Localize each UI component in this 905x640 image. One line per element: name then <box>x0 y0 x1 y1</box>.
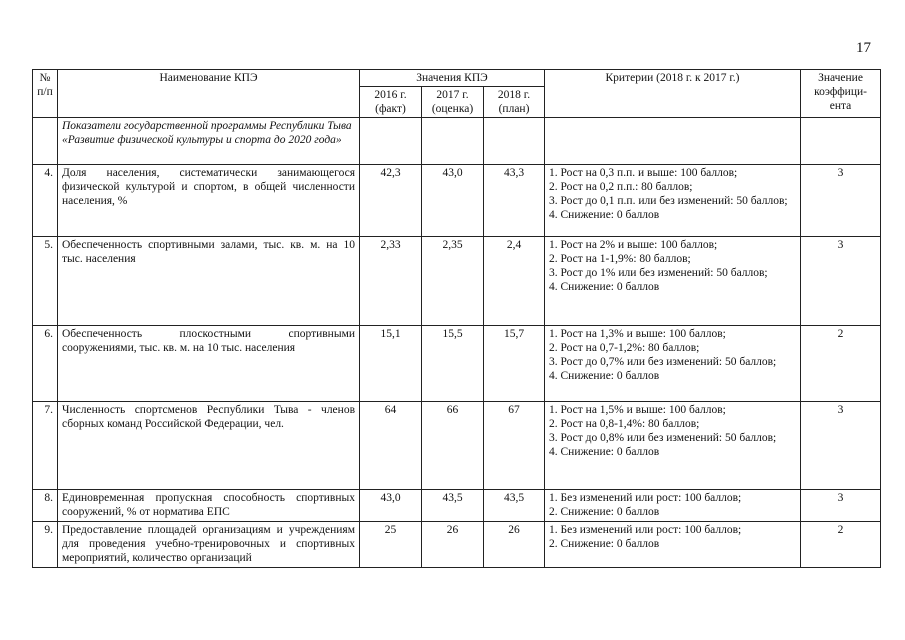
value-2018: 15,7 <box>484 326 545 402</box>
criteria-line: 3. Рост до 1% или без изменений: 50 баллов; <box>549 267 768 279</box>
header-name: Наименование КПЭ <box>58 70 360 118</box>
header-2018: 2018 г. (план) <box>484 87 545 118</box>
table-row <box>33 402 881 490</box>
value-2016: 25 <box>360 522 422 568</box>
coefficient-value: 2 <box>801 326 881 402</box>
section-title: Показатели государственной программы Республики Тыва «Развитие физической культуры и спорта до 2020 года» <box>58 118 360 165</box>
criteria-line: 1. Рост на 1,3% и выше: 100 баллов; <box>549 328 726 340</box>
criteria-line: 3. Рост до 0,8% или без изменений: 50 баллов; <box>549 432 777 444</box>
header-coefficient: Значение коэффици-ента <box>801 70 881 118</box>
criteria-line: 3. Рост до 0,1 п.п. или без изменений: 50 баллов; <box>549 195 788 207</box>
table-row <box>33 522 881 568</box>
criteria-line: 3. Рост до 0,7% или без изменений: 50 баллов; <box>549 356 777 368</box>
criteria-line: 4. Снижение: 0 баллов <box>549 209 660 221</box>
row-number: 4. <box>33 165 58 237</box>
table-row <box>33 237 881 326</box>
header-num: № п/п <box>33 70 58 118</box>
row-number: 8. <box>33 490 58 522</box>
criteria-line: 1. Без изменений или рост: 100 баллов; <box>549 524 742 536</box>
criteria-line: 1. Без изменений или рост: 100 баллов; <box>549 492 742 504</box>
section-empty-cell <box>484 118 545 165</box>
value-2018: 43,5 <box>484 490 545 522</box>
criteria-line: 2. Снижение: 0 баллов <box>549 506 660 518</box>
table-row <box>33 490 881 522</box>
value-2016: 43,0 <box>360 490 422 522</box>
indicator-name: Численность спортсменов Республики Тыва - членов сборных команд Российской Федерации, чел. <box>58 402 360 490</box>
criteria-line: 2. Рост на 0,8-1,4%: 80 баллов; <box>549 418 700 430</box>
criteria-cell <box>545 165 801 237</box>
criteria-line: 4. Снижение: 0 баллов <box>549 281 660 293</box>
row-number: 6. <box>33 326 58 402</box>
value-2018: 43,3 <box>484 165 545 237</box>
criteria-cell <box>545 522 801 568</box>
header-2016: 2016 г. (факт) <box>360 87 422 118</box>
header-criteria: Критерии (2018 г. к 2017 г.) <box>545 70 801 118</box>
criteria-line: 2. Снижение: 0 баллов <box>549 538 660 550</box>
criteria-line: 2. Рост на 0,7-1,2%: 80 баллов; <box>549 342 700 354</box>
criteria-line: 1. Рост на 2% и выше: 100 баллов; <box>549 239 718 251</box>
row-number: 5. <box>33 237 58 326</box>
kpe-table <box>32 69 881 568</box>
table-row <box>33 326 881 402</box>
section-empty-cell <box>422 118 484 165</box>
criteria-line: 4. Снижение: 0 баллов <box>549 446 660 458</box>
value-2017: 15,5 <box>422 326 484 402</box>
value-2017: 66 <box>422 402 484 490</box>
criteria-line: 2. Рост на 1-1,9%: 80 баллов; <box>549 253 691 265</box>
value-2018: 2,4 <box>484 237 545 326</box>
row-number: 9. <box>33 522 58 568</box>
criteria-cell <box>545 402 801 490</box>
value-2017: 2,35 <box>422 237 484 326</box>
section-empty-cell <box>545 118 801 165</box>
row-number: 7. <box>33 402 58 490</box>
value-2017: 43,5 <box>422 490 484 522</box>
header-values-group: Значения КПЭ <box>360 70 545 87</box>
criteria-cell <box>545 490 801 522</box>
coefficient-value: 3 <box>801 490 881 522</box>
coefficient-value: 3 <box>801 237 881 326</box>
indicator-name: Обеспеченность спортивными залами, тыс. кв. м. на 10 тыс. населения <box>58 237 360 326</box>
section-row <box>33 118 881 165</box>
value-2016: 64 <box>360 402 422 490</box>
value-2017: 26 <box>422 522 484 568</box>
indicator-name: Доля населения, систематически занимающегося физической культурой и спортом, в общей численности населения, % <box>58 165 360 237</box>
value-2018: 67 <box>484 402 545 490</box>
value-2017: 43,0 <box>422 165 484 237</box>
section-num-cell <box>33 118 58 165</box>
criteria-line: 2. Рост на 0,2 п.п.: 80 баллов; <box>549 181 693 193</box>
criteria-line: 1. Рост на 0,3 п.п. и выше: 100 баллов; <box>549 167 738 179</box>
criteria-cell <box>545 326 801 402</box>
coefficient-value: 3 <box>801 165 881 237</box>
header-2017: 2017 г. (оценка) <box>422 87 484 118</box>
section-empty-cell <box>801 118 881 165</box>
criteria-line: 4. Снижение: 0 баллов <box>549 370 660 382</box>
indicator-name: Обеспеченность плоскостными спортивными сооружениями, тыс. кв. м. на 10 тыс. населения <box>58 326 360 402</box>
coefficient-value: 3 <box>801 402 881 490</box>
value-2018: 26 <box>484 522 545 568</box>
criteria-line: 1. Рост на 1,5% и выше: 100 баллов; <box>549 404 726 416</box>
value-2016: 42,3 <box>360 165 422 237</box>
coefficient-value: 2 <box>801 522 881 568</box>
section-empty-cell <box>360 118 422 165</box>
indicator-name: Предоставление площадей организациям и учреждениям для проведения учебно-тренировочных и спортивных мероприятий, количество организаций <box>58 522 360 568</box>
value-2016: 2,33 <box>360 237 422 326</box>
value-2016: 15,1 <box>360 326 422 402</box>
table-row <box>33 165 881 237</box>
page-number: 17 <box>856 40 871 56</box>
criteria-cell <box>545 237 801 326</box>
indicator-name: Единовременная пропускная способность спортивных сооружений, % от норматива ЕПС <box>58 490 360 522</box>
